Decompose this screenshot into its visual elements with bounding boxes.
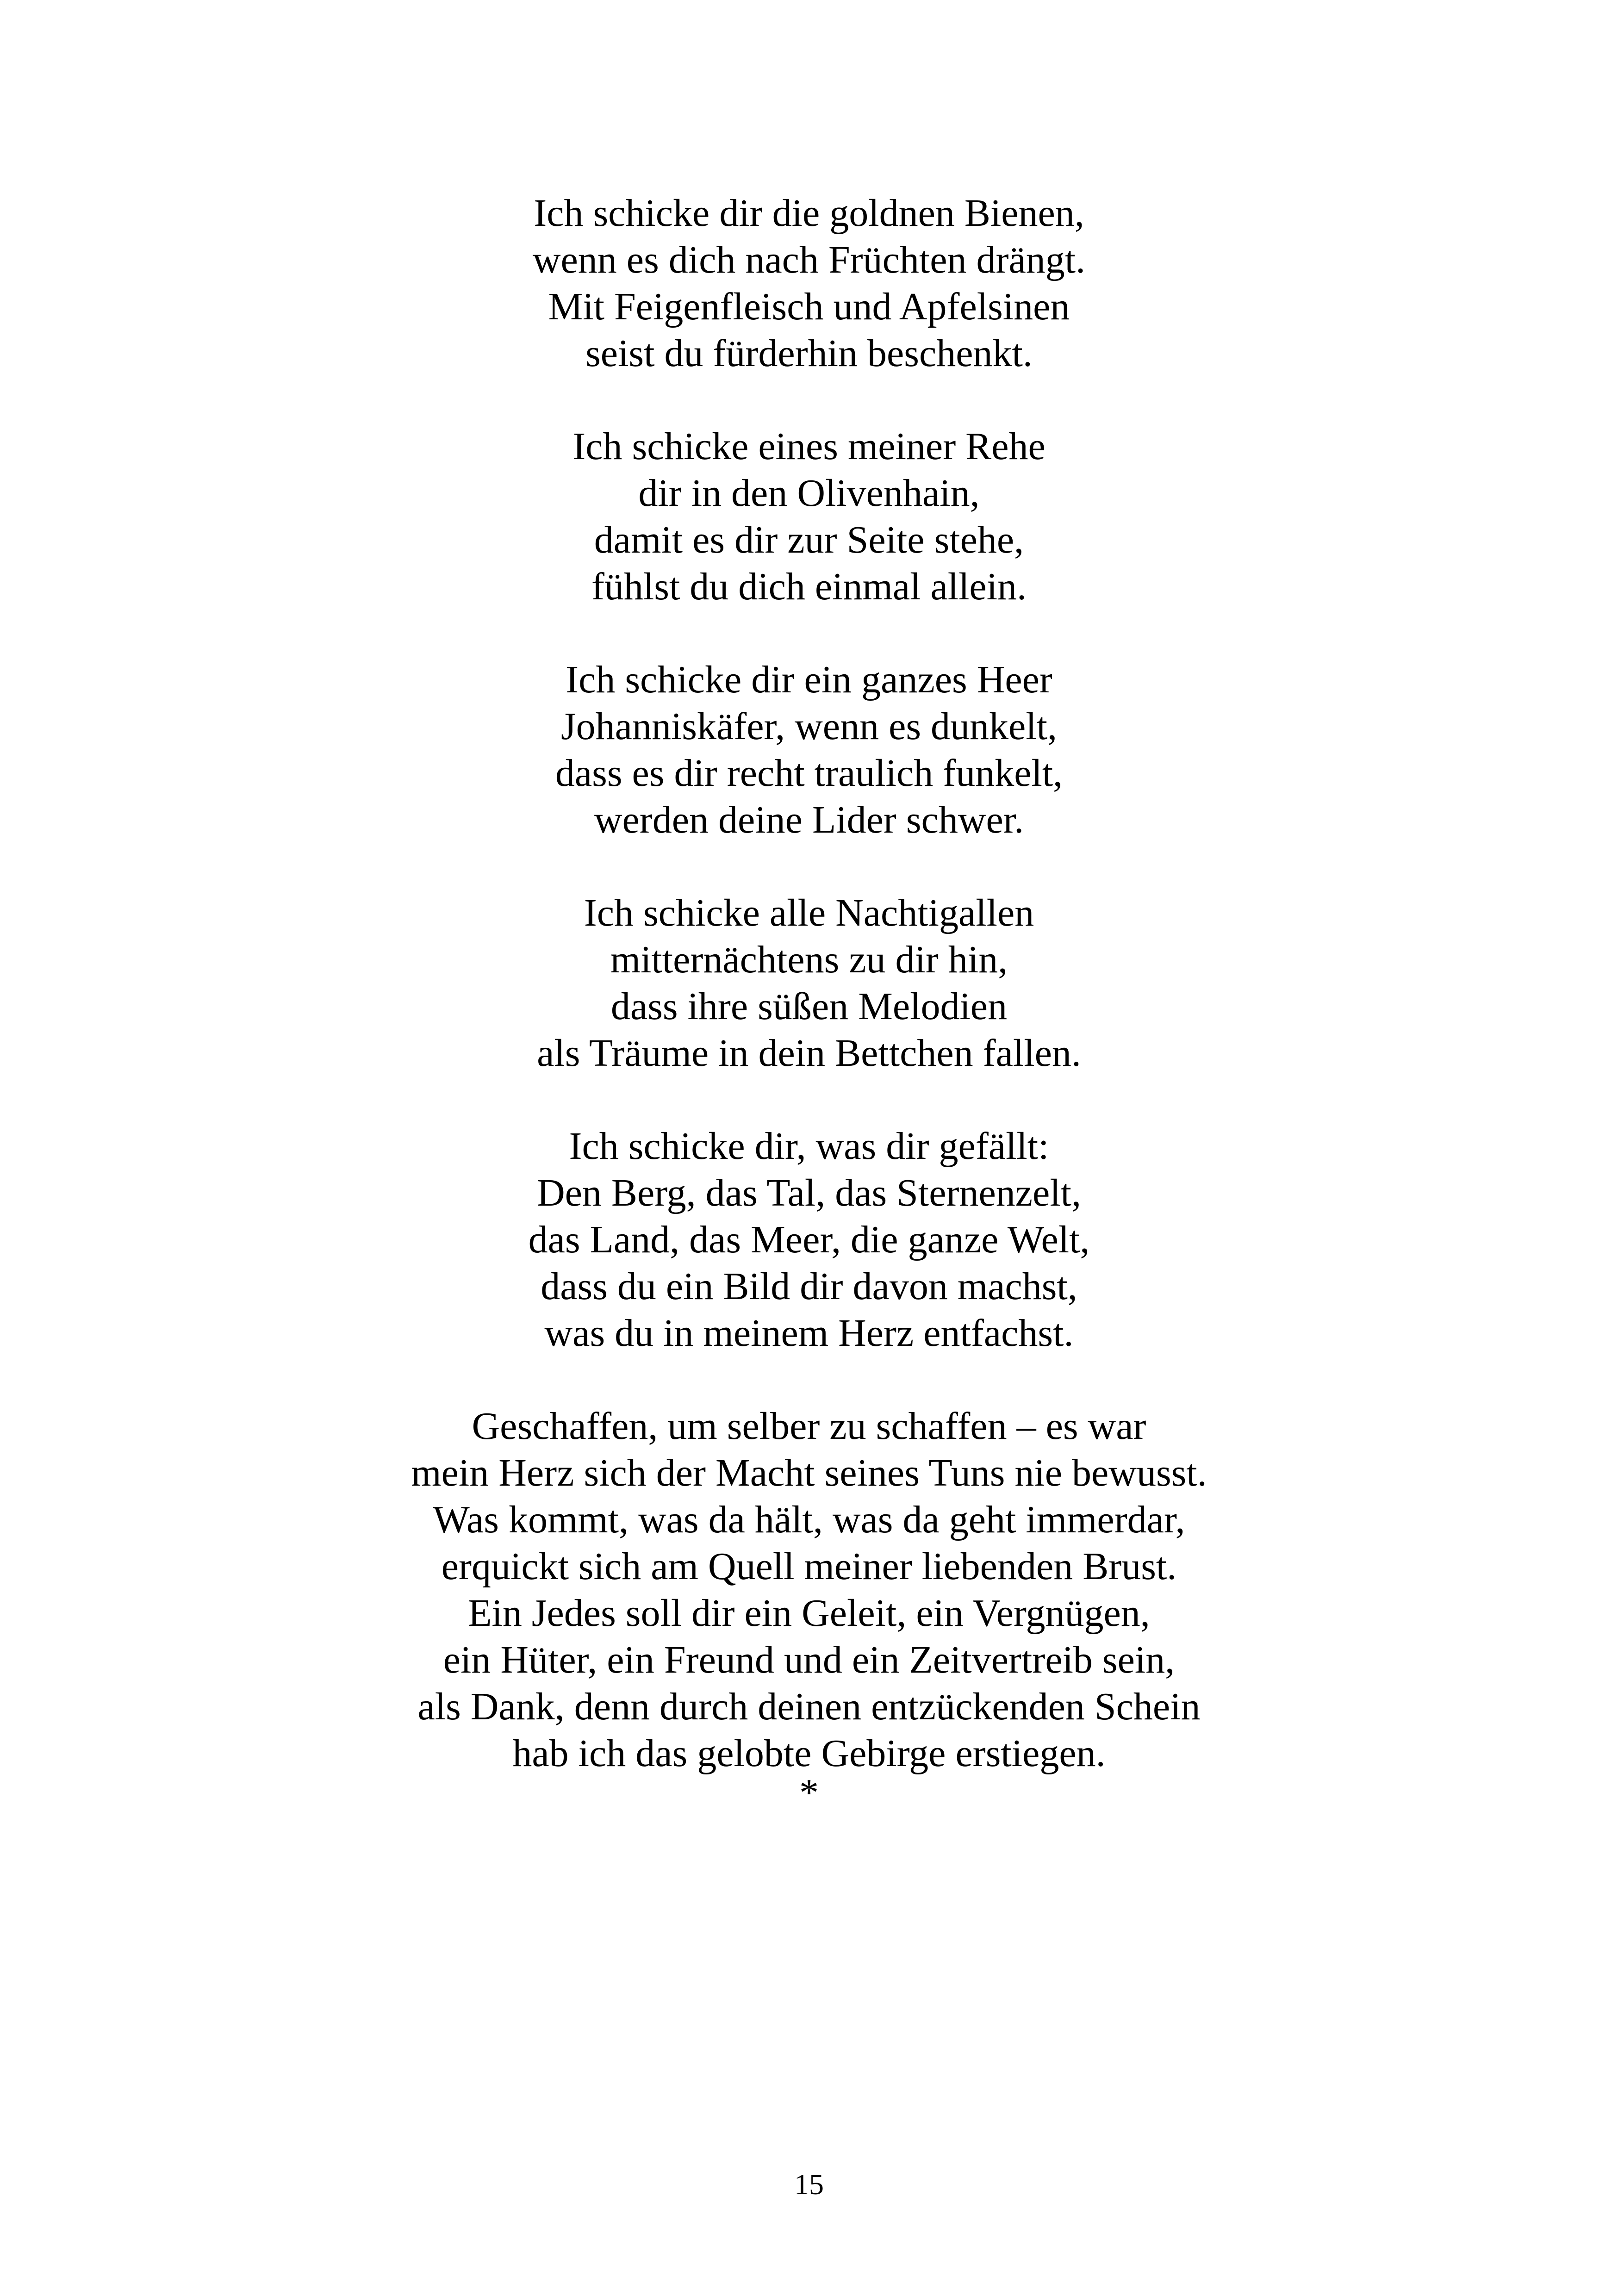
poem xyxy=(0,190,1618,1814)
poem-line: dass ihre süßen Melodien xyxy=(610,985,1008,1028)
poem-line: Geschaffen, um selber zu schaffen – es war xyxy=(472,1405,1146,1448)
poem-line: dass es dir recht traulich funkelt, xyxy=(555,752,1063,795)
poem-line: als Dank, denn durch deinen entzückenden Schein xyxy=(417,1685,1201,1728)
stanza-5 xyxy=(0,1123,1618,1356)
poem-line: Ich schicke eines meiner Rehe xyxy=(573,425,1045,468)
page-number: 15 xyxy=(794,2168,824,2201)
poem-line: fühlst du dich einmal allein. xyxy=(591,565,1027,608)
poem-line: dass du ein Bild dir davon machst, xyxy=(541,1265,1077,1308)
poem-line: werden deine Lider schwer. xyxy=(594,798,1024,841)
poem-line: Den Berg, das Tal, das Sternenzelt, xyxy=(536,1171,1082,1214)
poem-line: was du in meinem Herz entfachst. xyxy=(544,1312,1074,1355)
poem-line: erquickt sich am Quell meiner liebenden Brust. xyxy=(441,1545,1177,1588)
poem-line: Ich schicke dir, was dir gefällt: xyxy=(569,1125,1049,1168)
poem-line: als Träume in dein Bettchen fallen. xyxy=(537,1032,1081,1075)
stanza-4 xyxy=(0,890,1618,1076)
stanza-2 xyxy=(0,423,1618,610)
end-asterisk: * xyxy=(799,1771,819,1814)
poem-line: Was kommt, was da hält, was da geht immerdar, xyxy=(433,1498,1185,1541)
poem-line: Ich schicke dir die goldnen Bienen, xyxy=(534,192,1084,235)
stanza-1 xyxy=(0,190,1618,377)
poem-line: hab ich das gelobte Gebirge erstiegen. xyxy=(512,1732,1106,1775)
poem-line: mitternächtens zu dir hin, xyxy=(610,938,1008,981)
poem-line: Ich schicke dir ein ganzes Heer xyxy=(566,658,1052,701)
poem-line: dir in den Olivenhain, xyxy=(638,472,980,515)
poem-line: Johanniskäfer, wenn es dunkelt, xyxy=(560,705,1058,748)
stanza-6 xyxy=(0,1403,1618,1814)
poem-line: wenn es dich nach Früchten drängt. xyxy=(532,238,1086,281)
poem-line: ein Hüter, ein Freund und ein Zeitvertreib sein, xyxy=(443,1638,1175,1681)
poem-line: Mit Feigenfleisch und Apfelsinen xyxy=(548,285,1070,328)
poem-line: mein Herz sich der Macht seines Tuns nie bewusst. xyxy=(411,1451,1207,1494)
poem-line: Ich schicke alle Nachtigallen xyxy=(584,891,1034,934)
poem-line: Ein Jedes soll dir ein Geleit, ein Vergnügen, xyxy=(468,1592,1150,1635)
poem-line: damit es dir zur Seite stehe, xyxy=(594,518,1024,561)
poem-line: das Land, das Meer, die ganze Welt, xyxy=(528,1218,1090,1261)
stanza-3 xyxy=(0,656,1618,843)
poem-line: seist du fürderhin beschenkt. xyxy=(585,332,1033,375)
